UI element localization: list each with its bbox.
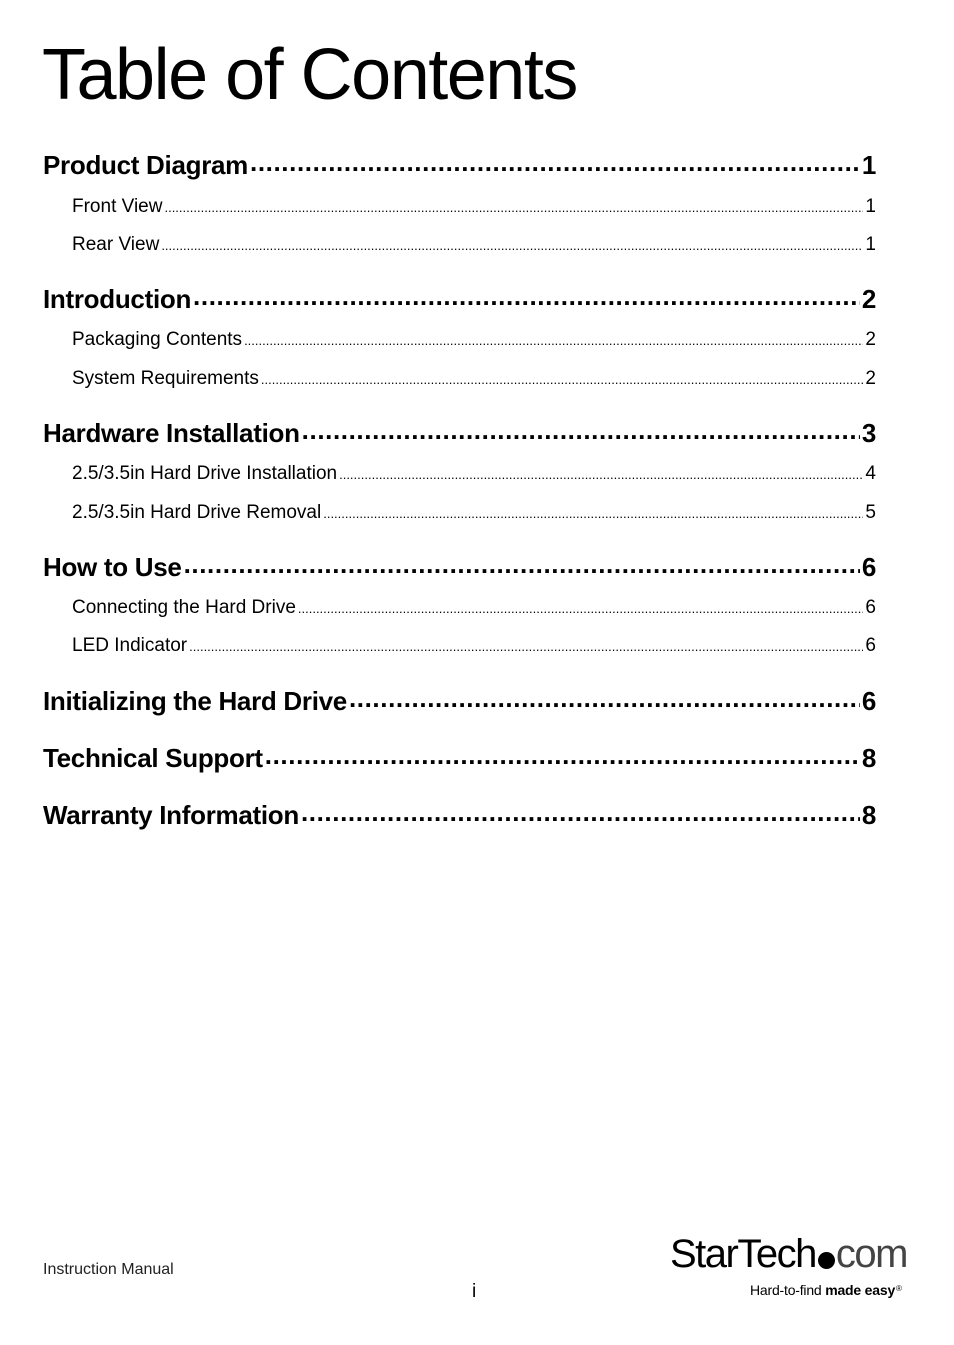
toc-entry-page: 1 bbox=[865, 234, 876, 255]
toc-entry-page: 6 bbox=[861, 552, 876, 582]
dot-leader bbox=[164, 194, 863, 220]
dot-leader bbox=[244, 327, 863, 353]
logo-dot-icon bbox=[818, 1252, 835, 1269]
toc-entry-hard-drive-removal[interactable] bbox=[72, 500, 876, 526]
logo-tagline-light: Hard-to-find bbox=[750, 1282, 826, 1298]
toc-entry-page: 6 bbox=[865, 635, 876, 656]
toc-entry-label: 2.5/3.5in Hard Drive Removal bbox=[72, 502, 322, 523]
toc-entry-introduction[interactable] bbox=[43, 282, 876, 316]
dot-leader bbox=[250, 148, 860, 182]
dot-leader bbox=[161, 232, 863, 258]
logo-tagline bbox=[750, 1282, 902, 1298]
dot-leader bbox=[189, 633, 863, 659]
dot-leader bbox=[349, 684, 860, 718]
toc-entry-label: 2.5/3.5in Hard Drive Installation bbox=[72, 463, 338, 484]
toc-entry-label: How to Use bbox=[43, 552, 182, 582]
startech-logo bbox=[670, 1232, 915, 1302]
footer-document-type: Instruction Manual bbox=[43, 1261, 174, 1278]
toc-entry-page: 1 bbox=[865, 196, 876, 217]
toc-entry-page: 8 bbox=[861, 743, 876, 773]
toc-entry-label: Hardware Installation bbox=[43, 418, 300, 448]
toc-entry-label: LED Indicator bbox=[72, 635, 188, 656]
logo-wordmark bbox=[670, 1232, 907, 1276]
toc-entry-page: 2 bbox=[865, 329, 876, 350]
toc-entry-front-view[interactable] bbox=[72, 194, 876, 220]
toc-entry-product-diagram[interactable] bbox=[43, 148, 876, 182]
dot-leader bbox=[339, 461, 863, 487]
logo-brand-end: com bbox=[835, 1232, 907, 1276]
toc-entry-page: 2 bbox=[861, 284, 876, 314]
toc-entry-label: Rear View bbox=[72, 234, 160, 255]
toc-entry-led-indicator[interactable] bbox=[72, 633, 876, 659]
toc-entry-warranty-information[interactable] bbox=[43, 798, 876, 832]
dot-leader bbox=[265, 741, 860, 775]
page-title: Table of Contents bbox=[42, 35, 577, 115]
dot-leader bbox=[261, 366, 864, 392]
toc-entry-label: Warranty Information bbox=[43, 800, 299, 830]
toc-entry-label: Connecting the Hard Drive bbox=[72, 597, 296, 618]
toc-entry-packaging-contents[interactable] bbox=[72, 327, 876, 353]
logo-tagline-bold: made easy bbox=[825, 1282, 896, 1298]
toc-entry-connecting-hard-drive[interactable] bbox=[72, 595, 876, 621]
toc-entry-label: Product Diagram bbox=[43, 150, 248, 180]
toc-entry-label: Technical Support bbox=[43, 743, 263, 773]
toc-entry-label: Packaging Contents bbox=[72, 329, 243, 350]
page-number: i bbox=[472, 1281, 477, 1302]
toc-entry-label: Front View bbox=[72, 196, 163, 217]
toc-entry-technical-support[interactable] bbox=[43, 741, 876, 775]
toc-entry-system-requirements[interactable] bbox=[72, 366, 876, 392]
toc-entry-page: 3 bbox=[861, 418, 876, 448]
toc-entry-page: 1 bbox=[861, 150, 876, 180]
dot-leader bbox=[298, 595, 864, 621]
registered-mark-icon: ® bbox=[896, 1284, 902, 1293]
toc-entry-how-to-use[interactable] bbox=[43, 550, 876, 584]
toc-entry-page: 8 bbox=[861, 800, 876, 830]
dot-leader bbox=[302, 416, 860, 450]
toc-entry-label: System Requirements bbox=[72, 368, 259, 389]
toc-entry-hardware-installation[interactable] bbox=[43, 416, 876, 450]
toc-entry-label: Initializing the Hard Drive bbox=[43, 686, 347, 716]
toc-entry-label: Introduction bbox=[43, 284, 192, 314]
toc-entry-initializing-hard-drive[interactable] bbox=[43, 684, 876, 718]
toc-entry-page: 6 bbox=[865, 597, 876, 618]
dot-leader bbox=[323, 500, 863, 526]
toc-entry-page: 6 bbox=[861, 686, 876, 716]
dot-leader bbox=[184, 550, 860, 584]
toc-entry-rear-view[interactable] bbox=[72, 232, 876, 258]
dot-leader bbox=[301, 798, 860, 832]
toc-entry-hard-drive-installation[interactable] bbox=[72, 461, 876, 487]
toc-entry-page: 5 bbox=[865, 502, 876, 523]
logo-brand-start: StarTech bbox=[670, 1232, 816, 1276]
dot-leader bbox=[193, 282, 860, 316]
toc-entry-page: 2 bbox=[865, 368, 876, 389]
toc-entry-page: 4 bbox=[865, 463, 876, 484]
